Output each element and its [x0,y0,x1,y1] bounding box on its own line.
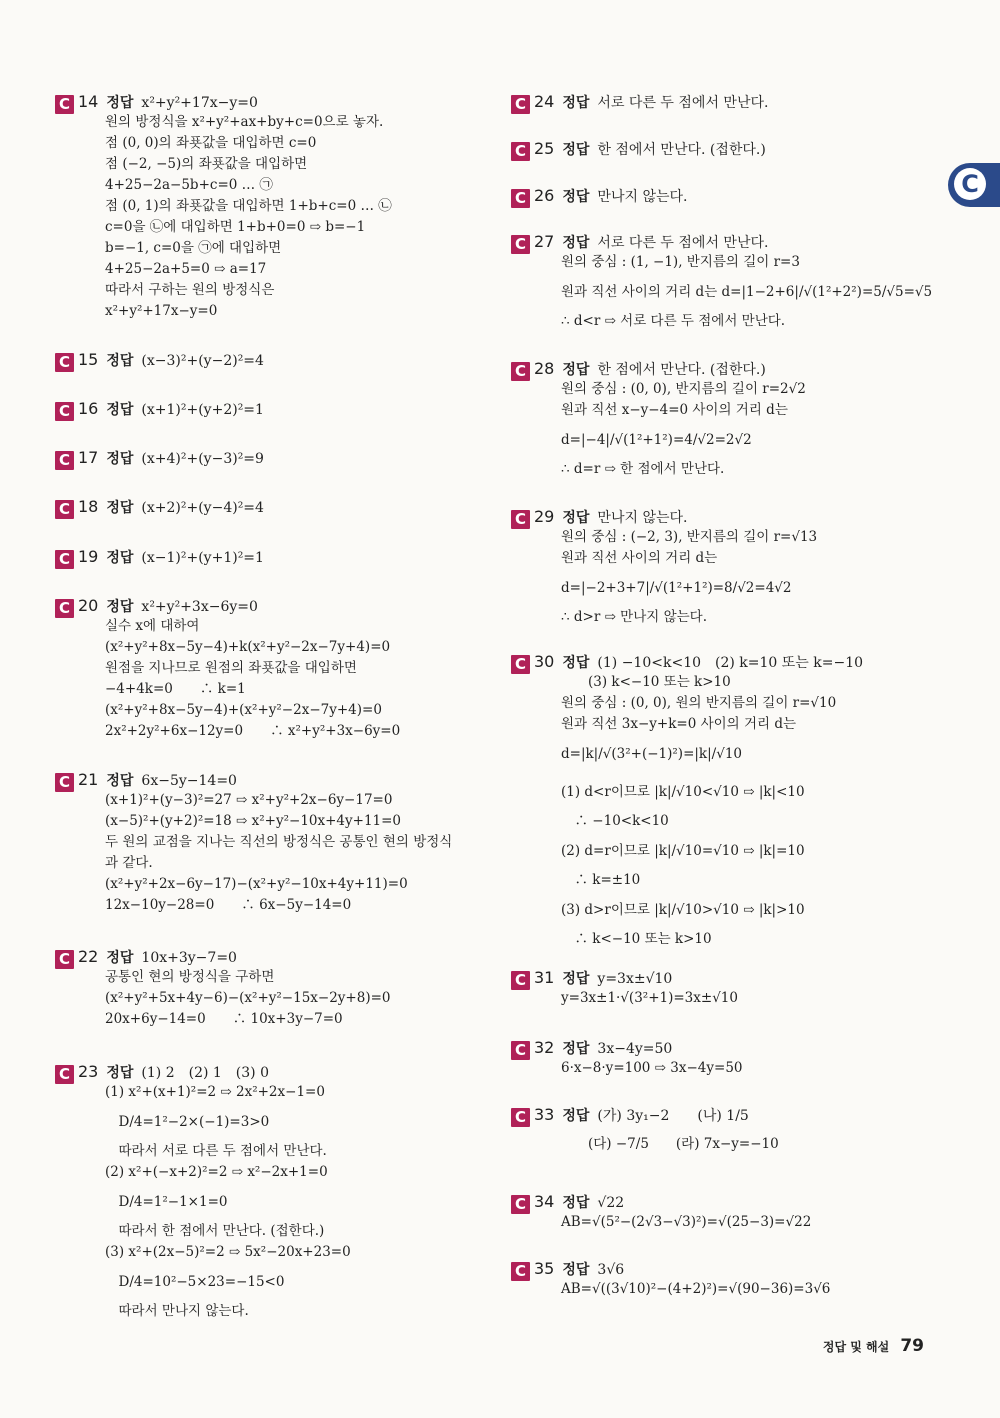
problem-number: 35 [534,1259,555,1278]
level-badge-icon: C [55,402,74,421]
solution-line: 따라서 한 점에서 만난다. (접한다.) [105,1223,325,1239]
level-badge-icon: C [55,950,74,969]
answer-block-17 [55,448,475,468]
answer-block-31 [511,968,941,1009]
solution-body [561,988,941,1009]
answer-label: 정답 [562,1108,590,1124]
solution-line: (x²+y²+5x+4y−6)−(x²+y²−15x−2y+8)=0 [105,990,391,1006]
solution-line: 원과 직선 사이의 거리 d는 d=|1−2+6|/√(1²+2²)=5/√5=√5 [561,284,933,300]
level-badge-icon: C [511,362,530,381]
solution-line: (다) −7/5 (라) 7x−y=−10 [561,1136,779,1152]
answer-header [511,968,941,988]
level-badge-icon: C [511,971,530,990]
level-badge-icon: C [511,235,530,254]
solution-line: (2) d=r이므로 |k|/√10=√10 ⇨ |k|=10 [561,843,805,859]
answer-block-34 [511,1192,941,1233]
problem-number: 34 [534,1192,555,1211]
answer-header [511,139,941,159]
answer-text: 만나지 않는다. [597,510,688,526]
answer-header [55,947,475,967]
answer-header [511,232,941,252]
answer-label: 정답 [562,1041,590,1057]
solution-body [561,379,941,480]
answer-label: 정답 [106,550,134,566]
solution-line: D/4=10²−5×23=−15<0 [105,1274,285,1290]
footer-label: 정답 및 해설 [822,1340,890,1354]
answer-header [511,186,941,206]
level-badge-icon: C [55,550,74,569]
solution-line: c=0을 ㉡에 대입하면 1+b+0=0 ⇨ b=−1 [105,219,366,235]
answer-text: 3x−4y=50 [597,1041,673,1057]
answer-label: 정답 [106,599,134,615]
answer-header [511,92,941,112]
answer-header [511,652,941,672]
page-number: 79 [900,1336,924,1356]
solution-line: 점 (0, 1)의 좌푯값을 대입하면 1+b+c=0 … ㉡ [105,198,392,214]
solution-line: 원과 직선 3x−y+k=0 사이의 거리 d는 [561,716,797,732]
solution-line: D/4=1²−1×1=0 [105,1194,228,1210]
answer-header [511,1192,941,1212]
answer-label: 정답 [106,500,134,516]
answer-label: 정답 [106,353,134,369]
answer-header [511,507,941,527]
solution-line: 원의 중심 : (0, 0), 원의 반지름의 길이 r=√10 [561,695,837,711]
problem-number: 27 [534,232,555,251]
answer-text: x²+y²+3x−6y=0 [141,599,258,615]
chapter-tab-label: C [954,168,986,200]
answer-text: 한 점에서 만난다. (접한다.) [597,142,766,158]
solution-line: ∴ d=r ⇨ 한 점에서 만난다. [561,461,725,477]
solution-line: 원의 중심 : (0, 0), 반지름의 길이 r=2√2 [561,381,806,397]
answer-label: 정답 [562,971,590,987]
solution-body [105,790,475,916]
answer-block-19 [55,547,475,567]
solution-line: d=|−2+3+7|/√(1²+1²)=8/√2=4√2 [561,580,792,596]
solution-line: (x+1)²+(y−3)²=27 ⇨ x²+y²+2x−6y−17=0 [105,792,393,808]
solution-line: 원의 중심 : (1, −1), 반지름의 길이 r=3 [561,254,800,270]
answer-text: 3√6 [597,1262,625,1278]
answer-text: (x+1)²+(y+2)²=1 [141,402,264,418]
problem-number: 18 [78,497,99,516]
solution-line: (x²+y²+2x−6y−17)−(x²+y²−10x+4y+11)=0 [105,876,408,892]
problem-number: 23 [78,1062,99,1081]
solution-body [561,672,941,950]
answer-label: 정답 [562,1195,590,1211]
solution-line: 6·x−8·y=100 ⇨ 3x−4y=50 [561,1060,743,1076]
answer-text: (가) 3y₁−2 (나) 1/5 [597,1108,749,1124]
solution-body [105,967,475,1030]
level-badge-icon: C [55,95,74,114]
answer-block-35 [511,1259,941,1300]
problem-number: 15 [78,350,99,369]
solution-line: ∴ d<r ⇨ 서로 다른 두 점에서 만난다. [561,313,786,329]
problem-number: 26 [534,186,555,205]
solution-line: (2) x²+(−x+2)²=2 ⇨ x²−2x+1=0 [105,1164,328,1180]
solution-line: b=−1, c=0을 ㉠에 대입하면 [105,240,282,256]
problem-number: 19 [78,547,99,566]
problem-number: 25 [534,139,555,158]
page-footer [823,1336,924,1356]
answer-block-29 [511,507,941,628]
level-badge-icon: C [55,451,74,470]
answer-header [55,399,475,419]
problem-number: 28 [534,359,555,378]
answer-text: (1) −10<k<10 (2) k=10 또는 k=−10 [597,655,864,671]
solution-line: 따라서 만나지 않는다. [105,1303,249,1319]
answer-label: 정답 [562,362,590,378]
solution-line: d=|−4|/√(1²+1²)=4/√2=2√2 [561,432,752,448]
answer-block-32 [511,1038,941,1079]
solution-line: (x−5)²+(y+2)²=18 ⇨ x²+y²−10x+4y+11=0 [105,813,402,829]
solution-line: 20x+6y−14=0 ∴ 10x+3y−7=0 [105,1011,343,1027]
answer-text: x²+y²+17x−y=0 [141,95,258,111]
answer-block-22 [55,947,475,1030]
answer-label: 정답 [562,1262,590,1278]
solution-body [561,1058,941,1079]
solution-line: 실수 x에 대하여 [105,618,200,634]
answer-block-30 [511,652,941,950]
solution-body [561,1212,941,1233]
level-badge-icon: C [511,189,530,208]
answer-header [55,596,475,616]
solution-line: ∴ d>r ⇨ 만나지 않는다. [561,609,708,625]
problem-number: 20 [78,596,99,615]
answer-block-21 [55,770,475,916]
solution-line: y=3x±1·√(3²+1)=3x±√10 [561,990,738,1006]
level-badge-icon: C [55,1065,74,1084]
answer-label: 정답 [562,655,590,671]
answer-label: 정답 [562,142,590,158]
level-badge-icon: C [55,353,74,372]
answer-header [511,1038,941,1058]
answer-text: 한 점에서 만난다. (접한다.) [597,362,766,378]
answer-text: 서로 다른 두 점에서 만난다. [597,95,769,111]
solution-body [561,527,941,628]
answer-text: (x−1)²+(y+1)²=1 [141,550,264,566]
solution-line: 점 (0, 0)의 좌푯값을 대입하면 c=0 [105,135,317,151]
answer-block-24 [511,92,941,112]
problem-number: 30 [534,652,555,671]
answer-block-25 [511,139,941,159]
answer-block-15 [55,350,475,370]
solution-line: ∴ −10<k<10 [561,813,669,829]
solution-line: (x²+y²+8x−5y−4)+k(x²+y²−2x−7y+4)=0 [105,639,391,655]
answer-text: (x−3)²+(y−2)²=4 [141,353,264,369]
answer-label: 정답 [106,950,134,966]
problem-number: 16 [78,399,99,418]
solution-line: 4+25−2a+5=0 ⇨ a=17 [105,261,267,277]
problem-number: 17 [78,448,99,467]
solution-line: ∴ k=±10 [561,872,641,888]
problem-number: 24 [534,92,555,111]
problem-number: 32 [534,1038,555,1057]
problem-number: 21 [78,770,99,789]
level-badge-icon: C [55,773,74,792]
answer-header [55,770,475,790]
solution-line: ∴ k<−10 또는 k>10 [561,931,712,947]
answer-header [55,497,475,517]
solution-line: 원과 직선 사이의 거리 d는 [561,550,718,566]
answer-label: 정답 [106,95,134,111]
answer-block-16 [55,399,475,419]
answer-label: 정답 [106,402,134,418]
solution-line: 원점을 지나므로 원점의 좌푯값을 대입하면 [105,660,357,676]
problem-number: 29 [534,507,555,526]
level-badge-icon: C [511,1108,530,1127]
solution-line: 과 같다. [105,855,153,871]
problem-number: 22 [78,947,99,966]
solution-line: x²+y²+17x−y=0 [105,303,218,319]
answer-block-28 [511,359,941,480]
level-badge-icon: C [55,599,74,618]
answer-text: (x+4)²+(y−3)²=9 [141,451,264,467]
answer-header [511,1105,941,1125]
answer-label: 정답 [106,451,134,467]
solution-body [105,616,475,742]
answer-header [55,92,475,112]
answer-text: (x+2)²+(y−4)²=4 [141,500,264,516]
solution-line: 따라서 구하는 원의 방정식은 [105,282,275,298]
answer-header [55,448,475,468]
solution-body [561,1279,941,1300]
answer-label: 정답 [562,95,590,111]
answer-header [55,1062,475,1082]
solution-line: AB=√((3√10)²−(4+2)²)=√(90−36)=3√6 [561,1281,831,1297]
level-badge-icon: C [511,1041,530,1060]
answer-text: √22 [597,1195,625,1211]
solution-line: 원의 방정식을 x²+y²+ax+by+c=0으로 놓자. [105,114,384,130]
level-badge-icon: C [55,500,74,519]
solution-body [561,1125,941,1163]
answer-label: 정답 [562,189,590,205]
answer-block-14 [55,92,475,322]
answer-header [511,359,941,379]
solution-line: 점 (−2, −5)의 좌푯값을 대입하면 [105,156,308,172]
solution-line: (3) k<−10 또는 k>10 [561,674,731,690]
solution-body [105,112,475,322]
solution-body [561,252,941,332]
solution-line: 원과 직선 x−y−4=0 사이의 거리 d는 [561,402,788,418]
answer-block-26 [511,186,941,206]
solution-line: d=|k|/√(3²+(−1)²)=|k|/√10 [561,746,742,762]
solution-body [105,1082,475,1322]
solution-line: 공통인 현의 방정식을 구하면 [105,969,275,985]
answer-header [55,350,475,370]
answer-label: 정답 [562,235,590,251]
chapter-tab [948,163,1000,207]
answer-text: 서로 다른 두 점에서 만난다. [597,235,769,251]
answer-text: 만나지 않는다. [597,189,688,205]
level-badge-icon: C [511,95,530,114]
answer-block-27 [511,232,941,332]
level-badge-icon: C [511,510,530,529]
solution-line: (1) d<r이므로 |k|/√10<√10 ⇨ |k|<10 [561,784,805,800]
answer-text: 10x+3y−7=0 [141,950,237,966]
level-badge-icon: C [511,142,530,161]
answer-text: y=3x±√10 [597,971,673,987]
solution-line: AB=√(5²−(2√3−√3)²)=√(25−3)=√22 [561,1214,812,1230]
solution-line: 따라서 서로 다른 두 점에서 만난다. [105,1143,327,1159]
answer-text: 6x−5y−14=0 [141,773,237,789]
level-badge-icon: C [511,1195,530,1214]
answer-block-20 [55,596,475,742]
solution-line: 2x²+2y²+6x−12y=0 ∴ x²+y²+3x−6y=0 [105,723,401,739]
problem-number: 31 [534,968,555,987]
solution-line: (1) x²+(x+1)²=2 ⇨ 2x²+2x−1=0 [105,1084,325,1100]
solution-line: (x²+y²+8x−5y−4)+(x²+y²−2x−7y+4)=0 [105,702,382,718]
answer-header [511,1259,941,1279]
answer-block-18 [55,497,475,517]
answer-block-23 [55,1062,475,1322]
problem-number: 33 [534,1105,555,1124]
solution-line: D/4=1²−2×(−1)=3>0 [105,1114,270,1130]
answer-header [55,547,475,567]
answer-text: (1) 2 (2) 1 (3) 0 [141,1065,269,1081]
answer-label: 정답 [562,510,590,526]
solution-line: 두 원의 교점을 지나는 직선의 방정식은 공통인 현의 방정식 [105,834,453,850]
answer-label: 정답 [106,1065,134,1081]
problem-number: 14 [78,92,99,111]
solution-line: (3) x²+(2x−5)²=2 ⇨ 5x²−20x+23=0 [105,1244,351,1260]
answer-label: 정답 [106,773,134,789]
answer-block-33 [511,1105,941,1163]
solution-line: (3) d>r이므로 |k|/√10>√10 ⇨ |k|>10 [561,902,805,918]
solution-line: 원의 중심 : (−2, 3), 반지름의 길이 r=√13 [561,529,818,545]
solution-line: 12x−10y−28=0 ∴ 6x−5y−14=0 [105,897,352,913]
solution-line: −4+4k=0 ∴ k=1 [105,681,246,697]
level-badge-icon: C [511,655,530,674]
solution-line: 4+25−2a−5b+c=0 … ㉠ [105,177,273,193]
level-badge-icon: C [511,1262,530,1281]
